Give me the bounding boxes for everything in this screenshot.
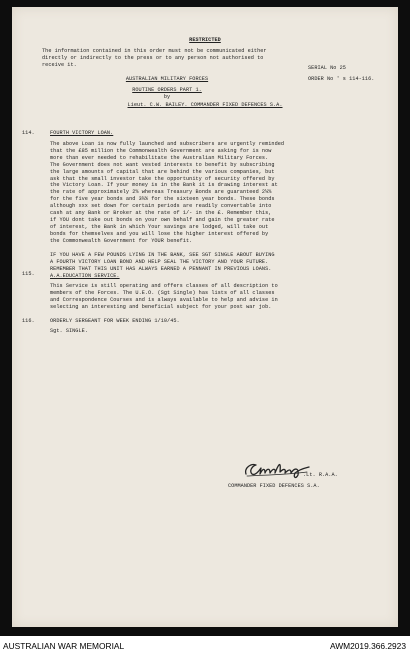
appeal-line: A FOURTH VICTORY LOAN BOND AND HELP SEAL THE VICTORY AND YOUR FUTURE.	[50, 258, 269, 265]
item-heading: FOURTH VICTORY LOAN.	[50, 130, 114, 136]
body-line: members of the Forces. The U.E.O. (Sgt Single) has lists of all classes	[50, 289, 275, 296]
signature-rank: .Lt. R.A.A.	[303, 472, 338, 478]
body-line: This Service is still operating and offers classes of all description to	[50, 283, 278, 289]
item-body	[50, 141, 395, 245]
body-line: ask that the small investor take the opportunity of security offered by	[50, 175, 275, 182]
body-line: cash at any Bank or Broker at the rate of 1/- in the £. Remember this,	[50, 210, 272, 217]
body-line: bonds for themselves and you will lose the higher interest offered by	[50, 230, 269, 237]
notice-line: directly or indirectly to the press or to any person not authorised to	[42, 55, 264, 61]
item-heading: A.A.EDUCATION SERVICE.	[50, 273, 120, 279]
body-line: the rate of approximately 2% whereas Treasury Bonds are guaranteed 2¼%	[50, 189, 272, 196]
item-body: Sgt. SINGLE.	[50, 328, 88, 334]
unit-name: AUSTRALIAN MILITARY FORCES	[125, 76, 209, 82]
body-line: that the £85 million the Commonwealth Government are asking for is now	[50, 147, 272, 154]
appeal-line: IF YOU HAVE A FEW POUNDS LYING IN THE BANK, SEE SGT SINGLE ABOUT BUYING	[50, 252, 275, 258]
body-line: of interest, the Bank in which Your savings are lodged, will take out	[50, 223, 269, 230]
body-line: the Commonwealth Government for YOUR benefit.	[50, 237, 193, 244]
item-body	[50, 283, 395, 311]
loan-appeal	[50, 252, 395, 273]
body-line: selecting an interesting and beneficial subject for your post war job.	[50, 303, 272, 310]
appeal-line: REMEMBER THAT THIS UNIT HAS ALWAYS EARNED A PENNANT IN PREVIOUS LOANS.	[50, 265, 272, 272]
body-line: the large amounts of capital that are behind the various companies, but	[50, 168, 275, 175]
document-page	[12, 7, 398, 627]
by-line: by	[163, 94, 171, 100]
body-line: The above Loan is now fully launched and subscribers are urgently reminded	[50, 141, 285, 147]
item-number: 115.	[22, 271, 35, 277]
body-line: more than ever needed to rehabilitate the Australian Military Forces.	[50, 154, 269, 161]
body-line: for the five year bonds and 3¼% for the sixteen year bonds. These bonds	[50, 196, 275, 203]
item-number: 114.	[22, 130, 35, 136]
signature-title: COMMANDER FIXED DEFENCES S.A.	[228, 483, 320, 489]
orders-title: ROUTINE ORDERS PART 1.	[132, 87, 202, 93]
notice-line: The information contained in this order must not be communicated either	[42, 48, 267, 54]
footer-institution: AUSTRALIAN WAR MEMORIAL	[3, 641, 125, 651]
classification-heading: RESTRICTED	[189, 37, 221, 43]
item-heading: ORDERLY SERGEANT FOR WEEK ENDING 1/10/45.	[50, 318, 180, 324]
order-number: ORDER No ' s 114-116.	[308, 76, 375, 82]
body-line: if YOU dont take out bonds on your own behalf and gain the greater rate	[50, 216, 275, 223]
body-line: although xxx set down for certain periods are readily convertable into	[50, 203, 272, 210]
archive-footer	[0, 638, 410, 653]
serial-number: SERIAL No 25	[308, 65, 346, 71]
author-line: Lieut. C.W. BAILEY. COMMANDER FIXED DEFENCES S.A.	[127, 102, 283, 108]
body-line: the Victory Loan. If your money is in the Bank it is drawing interest at	[50, 182, 278, 189]
footer-accession-number: AWM2019.366.2923	[329, 641, 406, 651]
notice-line: receive it.	[42, 62, 77, 68]
body-line: The Government does not want vested interests to benefit by subscribing	[50, 161, 275, 168]
body-line: and Correspondence Courses and is always available to help and advise in	[50, 296, 278, 303]
item-number: 116.	[22, 318, 35, 324]
